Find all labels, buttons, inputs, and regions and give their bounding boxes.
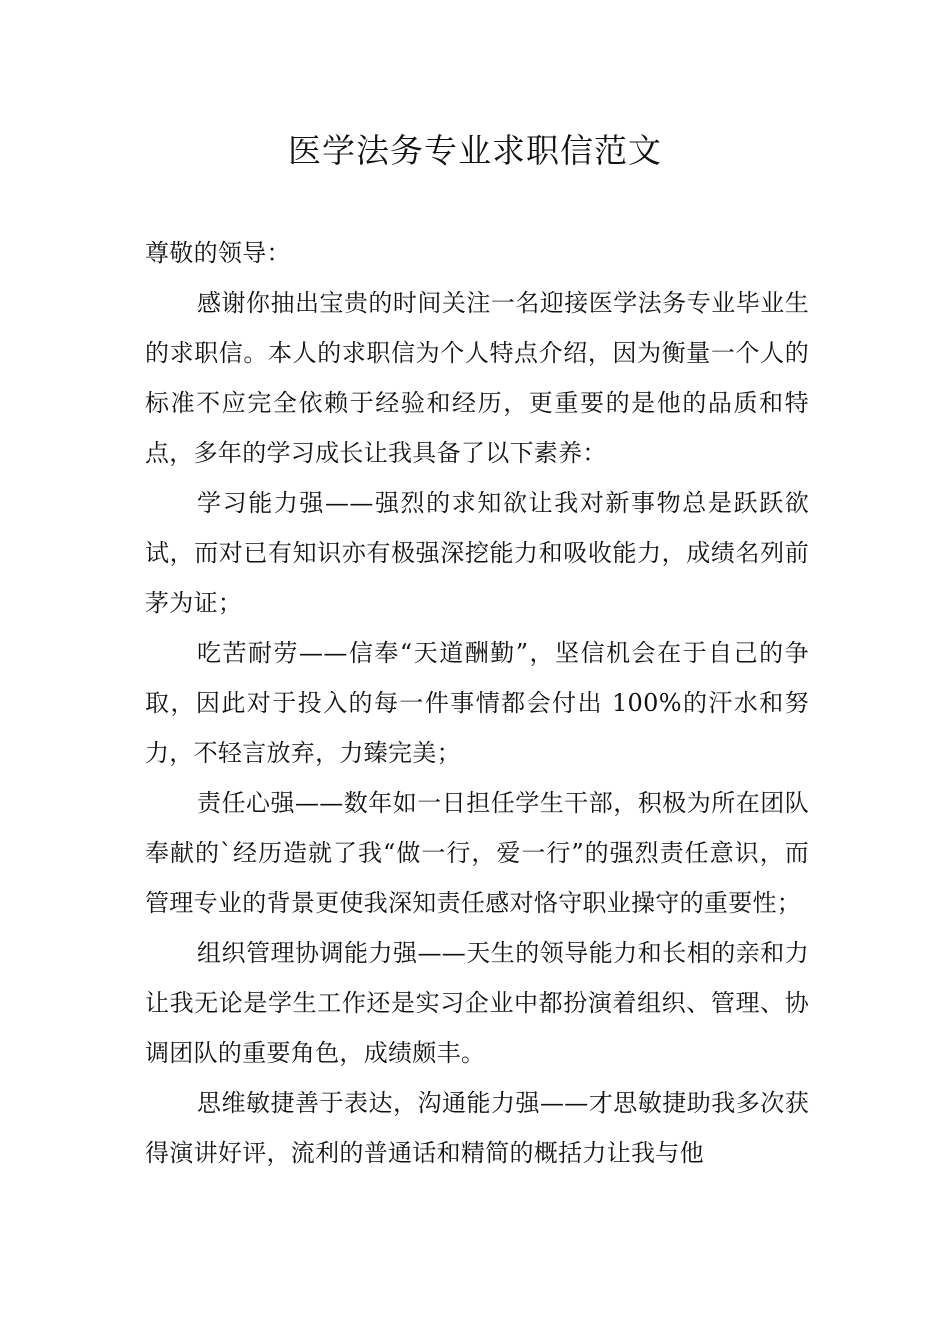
document-title: 医学法务专业求职信范文 [288, 131, 662, 170]
paragraph-communication: 思维敏捷善于表达，沟通能力强——才思敏捷助我多次获得演讲好评，流利的普通话和精简的概括力让我与他 [145, 1089, 809, 1167]
letter-body [145, 228, 809, 1178]
paragraph-hardworking: 吃苦耐劳——信奉“天道酬勤”，坚信机会在于自己的争取，因此对于投入的每一件事情都会付出 100%的汗水和努力，不轻言放弃，力臻完美； [145, 639, 809, 767]
paragraph-responsibility: 责任心强——数年如一日担任学生干部，积极为所在团队奉献的`经历造就了我“做一行，爱一行”的强烈责任意识，而管理专业的背景更使我深知责任感对恪守职业操守的重要性； [145, 789, 809, 917]
paragraph-intro: 感谢你抽出宝贵的时间关注一名迎接医学法务专业毕业生的求职信。本人的求职信为个人特点介绍，因为衡量一个人的标准不应完全依赖于经验和经历，更重要的是他的品质和特点，多年的学习成长让我具备了以下素养： [145, 289, 809, 467]
paragraph-organization: 组织管理协调能力强——天生的领导能力和长相的亲和力让我无论是学生工作还是实习企业中都扮演着组织、管理、协调团队的重要角色，成绩颇丰。 [145, 939, 809, 1067]
salutation: 尊敬的领导： [145, 239, 291, 267]
paragraph-learning-ability: 学习能力强——强烈的求知欲让我对新事物总是跃跃欲试，而对已有知识亦有极强深挖能力和吸收能力，成绩名列前茅为证； [145, 489, 809, 617]
